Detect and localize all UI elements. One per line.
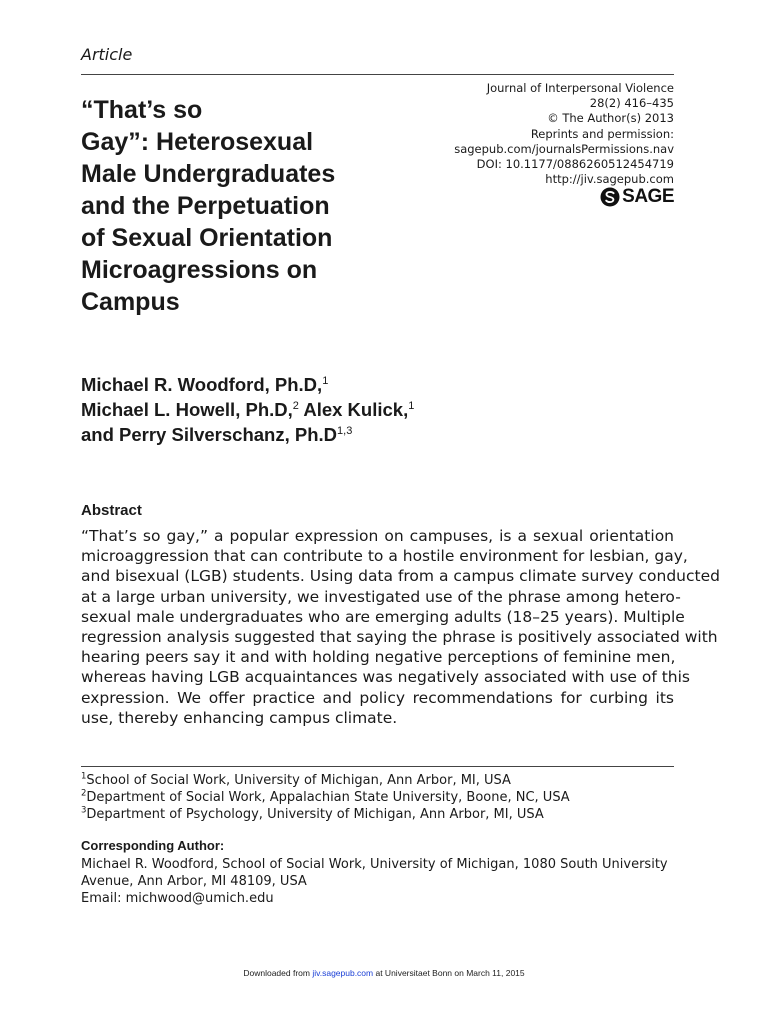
author-line <box>81 397 641 422</box>
affiliation-text: Department of Social Work, Appalachian State University, Boone, NC, USA <box>86 790 570 805</box>
journal-permissions-link[interactable]: sagepub.com/journalsPermissions.nav <box>454 141 674 156</box>
journal-name: Journal of Interpersonal Violence <box>486 81 674 95</box>
title-line: “That’s so <box>81 96 203 124</box>
affiliations <box>81 772 674 823</box>
download-source-link[interactable]: jiv.sagepub.com <box>312 968 374 978</box>
journal-info <box>414 81 674 187</box>
footnote-rule <box>81 766 674 767</box>
author-line <box>81 422 641 447</box>
abstract-line: expression. We offer practice and policy recommendations for curbing its <box>81 688 674 707</box>
abstract-line: hearing peers say it and with holding negative perceptions of feminine men, <box>81 648 676 667</box>
abstract-line: microaggression that can contribute to a hostile environment for lesbian, gay, <box>81 547 688 566</box>
affiliation-marker: 3 <box>81 805 87 816</box>
affiliation-item <box>81 772 674 789</box>
abstract-line: at a large urban university, we investigated use of the phrase among hetero- <box>81 587 681 606</box>
abstract-line: whereas having LGB acquaintances was negatively associated with use of this <box>81 668 691 687</box>
abstract-body <box>81 526 720 728</box>
affiliation-marker: 1 <box>81 771 87 782</box>
abstract-line: regression analysis suggested that saying the phrase is positively associated with <box>81 628 718 647</box>
author-line <box>81 372 641 397</box>
abstract-line: “That’s so gay,” a popular expression on campuses, is a sexual orientation <box>81 527 674 545</box>
affiliation-item <box>81 806 674 823</box>
author-affiliation-marker: 1,3 <box>337 424 353 437</box>
author-name: Michael R. Woodford, Ph.D, <box>81 374 323 395</box>
title-line: Male Undergraduates <box>81 160 336 188</box>
abstract-line: and bisexual (LGB) students. Using data from a campus climate survey conducted <box>81 567 720 586</box>
journal-copyright: © The Author(s) 2013 <box>547 111 674 126</box>
author-name: and Perry Silverschanz, Ph.D <box>81 424 338 445</box>
article-label: Article <box>81 45 133 64</box>
title-line: of Sexual Orientation <box>81 224 333 252</box>
download-note-prefix: Downloaded from <box>243 968 313 978</box>
affiliation-text: Department of Psychology, University of Michigan, Ann Arbor, MI, USA <box>86 807 544 822</box>
journal-volume-pages: 28(2) 416–435 <box>589 96 674 111</box>
abstract-heading: Abstract <box>81 502 142 519</box>
corresponding-author-details <box>81 856 674 907</box>
article-title <box>81 94 421 318</box>
abstract-line: sexual male undergraduates who are emerging adults (18–25 years). Multiple <box>81 607 685 626</box>
affiliation-marker: 2 <box>81 788 87 799</box>
author-affiliation-marker: 1 <box>408 399 415 412</box>
sage-s-icon <box>600 187 620 207</box>
title-line: Gay”: Heterosexual <box>81 128 314 156</box>
header-rule <box>81 74 674 75</box>
author-name: Alex Kulick, <box>298 399 409 420</box>
author-affiliation-marker: 1 <box>322 374 329 387</box>
author-name: Michael L. Howell, Ph.D, <box>81 399 293 420</box>
title-line: and the Perpetuation <box>81 192 330 220</box>
corresponding-email[interactable]: Email: michwood@umich.edu <box>81 891 274 906</box>
affiliation-text: School of Social Work, University of Michigan, Ann Arbor, MI, USA <box>86 773 511 788</box>
author-list <box>81 372 641 447</box>
journal-site-link[interactable]: http://jiv.sagepub.com <box>545 172 674 187</box>
corresponding-line: Avenue, Ann Arbor, MI 48109, USA <box>81 874 307 889</box>
author-affiliation-marker: 2 <box>292 399 299 412</box>
corresponding-author-heading: Corresponding Author: <box>81 838 225 853</box>
affiliation-item <box>81 789 674 806</box>
download-note-suffix: at Universitaet Bonn on March 11, 2015 <box>373 968 525 978</box>
download-note <box>0 968 768 978</box>
sage-logo <box>600 186 674 208</box>
title-line: Campus <box>81 288 180 316</box>
title-line: Microagressions on <box>81 256 318 284</box>
abstract-line: use, thereby enhancing campus climate. <box>81 708 398 727</box>
journal-reprints: Reprints and permission: <box>530 126 674 141</box>
journal-doi[interactable]: DOI: 10.1177/0886260512454719 <box>476 157 674 172</box>
sage-logo-text: SAGE <box>622 186 674 207</box>
corresponding-line: Michael R. Woodford, School of Social Work, University of Michigan, 1080 South University <box>81 857 668 872</box>
